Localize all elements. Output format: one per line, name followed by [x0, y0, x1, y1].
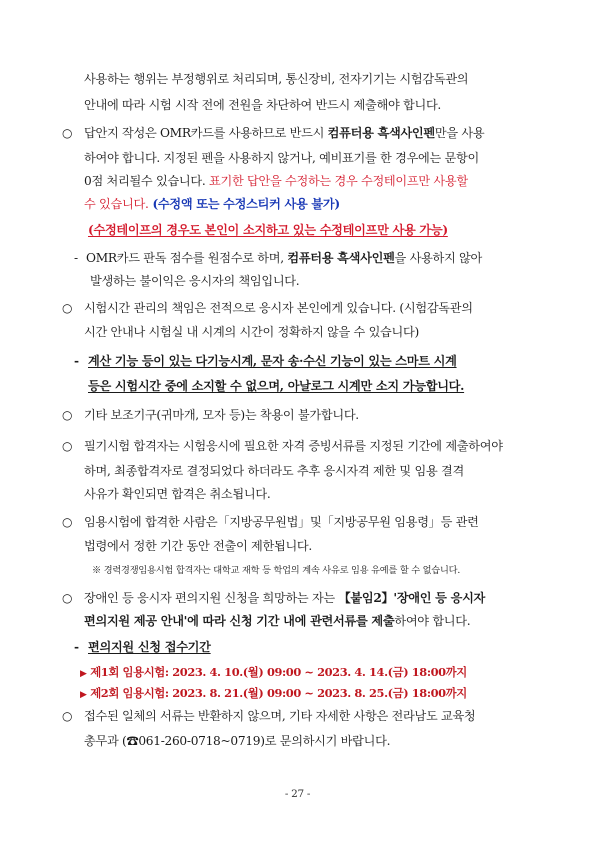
dash-marker: - [74, 640, 79, 654]
page-number: - 27 - [284, 788, 311, 800]
notice-text: (수정액 또는 수정스티커 사용 불가) [148, 197, 340, 211]
emphasis-text: 컴퓨터용 흑색사인펜 [327, 126, 435, 140]
schedule-text: 제2회 임용시험: 2023. 8. 21.(월) 09:00 ~ 2023. 8. 25.(금) 18:00까지 [90, 686, 467, 700]
watch-rule-line: 계산 기능 등이 있는 다기능시계, 문자 송·수신 기능이 있는 스마트 시계 [88, 354, 457, 368]
schedule-text: 제1회 임용시험: 2023. 4. 10.(월) 09:00 ~ 2023. 4. 14.(금) 18:00까지 [90, 665, 467, 679]
correction-tape-notice: (수정테이프의 경우도 본인이 소지하고 있는 수정테이프만 사용 가능) [88, 223, 448, 237]
paragraph-line: 시험시간 관리의 책임은 전적으로 응시자 본인에게 있습니다. (시험감독관의 [84, 301, 473, 315]
bullet-circle: ○ [62, 591, 73, 605]
paragraph-line: 접수된 일체의 서류는 반환하지 않으며, 기타 자세한 사항은 전라남도 교육청 [84, 709, 476, 723]
dash-marker: - [74, 354, 79, 368]
paragraph-line: 하여야 합니다. 지정된 펜을 사용하지 않거나, 예비표기를 한 경우에는 문항이 [84, 151, 479, 165]
paragraph-line [84, 125, 484, 141]
footnote: ※ 경력경쟁임용시험 합격자는 대학교 재학 등 학업의 계속 사유로 임용 유예를 할 수 없습니다. [92, 565, 461, 576]
emphasis-text: 【붙임2】'장애인 등 응시자 [338, 591, 486, 605]
emphasis-text: 컴퓨터용 흑색사인펜 [287, 251, 395, 265]
text-span: 만을 사용 [434, 126, 485, 140]
paragraph-line: 시간 안내나 시험실 내 시계의 시간이 정확하지 않을 수 있습니다) [84, 325, 419, 339]
paragraph-line: 사유가 확인되면 합격은 취소됩니다. [84, 487, 271, 501]
paragraph-line [84, 613, 470, 629]
emphasis-text: 편의지원 제공 안내'에 따라 신청 기간 내에 관련서류를 제출 [84, 614, 395, 628]
bullet-circle: ○ [62, 301, 73, 315]
bullet-circle: ○ [62, 439, 73, 453]
bullet-circle: ○ [62, 709, 73, 723]
paragraph-line: 총무과 (☎061-260-0718~0719)로 문의하시기 바랍니다. [84, 734, 391, 748]
text-span: 답안지 작성은 OMR카드를 사용하므로 반드시 [84, 126, 328, 140]
paragraph-line: 안내에 따라 시험 시작 전에 전원을 차단하여 반드시 제출해야 합니다. [84, 98, 441, 112]
paragraph-line: 사용하는 행위는 부정행위로 처리되며, 통신장비, 전자기기는 시험감독관의 [84, 72, 469, 86]
paragraph-line [84, 590, 485, 606]
paragraph-line: 발생하는 불이익은 응시자의 책임입니다. [90, 274, 300, 288]
bullet-circle: ○ [62, 408, 73, 422]
paragraph-line: 법령에서 정한 기간 동안 전출이 제한됩니다. [84, 539, 312, 553]
triangle-marker-icon: ▶ [80, 690, 87, 700]
dash-marker: - [74, 251, 78, 265]
bullet-circle: ○ [62, 126, 73, 140]
warning-text: 수 있습니다. [84, 197, 149, 211]
paragraph-line [84, 173, 468, 189]
triangle-marker-icon: ▶ [80, 669, 87, 679]
watch-rule-line: 등은 시험시간 중에 소지할 수 없으며, 아날로그 시계만 소지 가능합니다. [88, 379, 465, 393]
text-span: 을 사용하지 않아 [394, 251, 483, 265]
text-span: 하여야 합니다. [394, 614, 471, 628]
paragraph-line: 하며, 최종합격자로 결정되었다 하더라도 추후 응시자격 제한 및 임용 결격 [84, 464, 464, 478]
text-span: OMR카드 판독 점수를 원점수로 하며, [86, 251, 288, 265]
paragraph-line: 기타 보조기구(귀마개, 모자 등)는 착용이 불가합니다. [84, 408, 359, 422]
text-span: 장애인 등 응시자 편의지원 신청을 희망하는 자는 [84, 591, 339, 605]
warning-text: 표기한 답안을 수정하는 경우 수정테이프만 사용할 [209, 174, 468, 188]
text-span: 0점 처리될수 있습니다. [84, 174, 210, 188]
bullet-circle: ○ [62, 515, 73, 529]
paragraph-line [86, 250, 482, 266]
section-subtitle: 편의지원 신청 접수기간 [88, 640, 211, 654]
paragraph-line: 필기시험 합격자는 시험응시에 필요한 자격 증빙서류를 지정된 기간에 제출하여야 [84, 439, 503, 453]
paragraph-line [84, 196, 340, 212]
paragraph-line: 임용시험에 합격한 사람은「지방공무원법」및「지방공무원 임용령」등 관련 [84, 515, 479, 529]
schedule-row [80, 685, 467, 703]
schedule-row [80, 664, 467, 682]
